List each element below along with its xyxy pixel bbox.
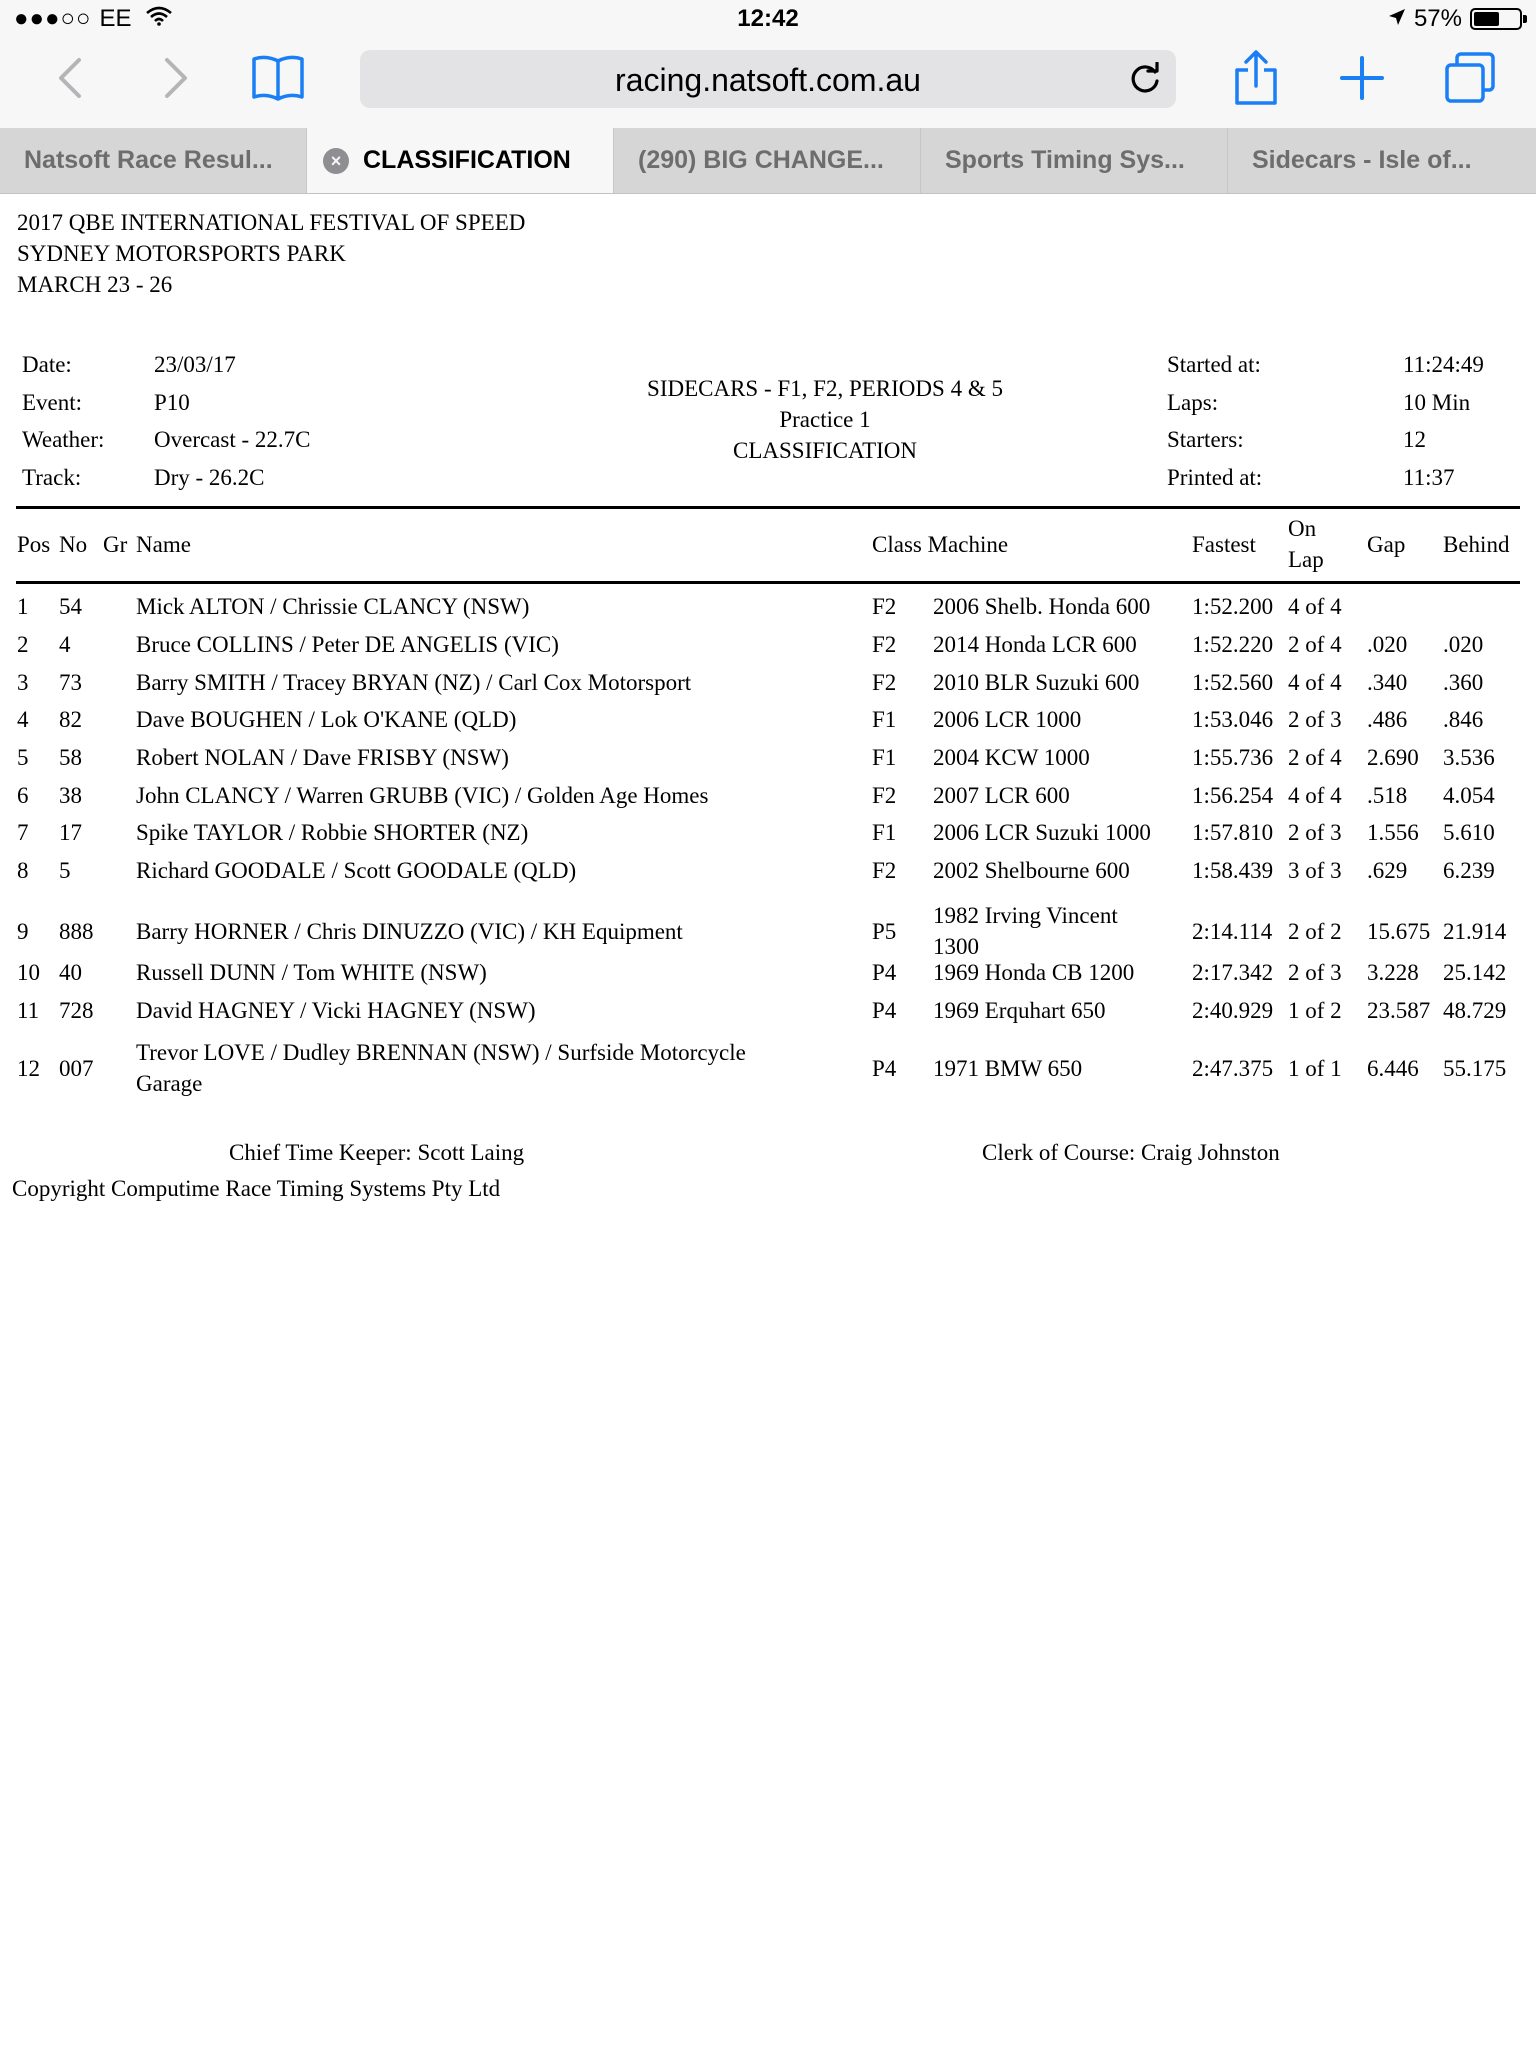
row-machine: 2004 KCW 1000 (933, 745, 1090, 770)
header-divider (16, 506, 1520, 509)
row-gap: .020 (1367, 632, 1408, 657)
row-pos: 8 (17, 858, 29, 883)
row-class: P5 (872, 918, 897, 944)
chevron-left-icon (55, 56, 85, 100)
row-car-number: 58 (59, 745, 82, 770)
clock: 12:42 (737, 5, 799, 32)
battery-icon (1470, 8, 1522, 30)
row-car-number: 007 (59, 1055, 94, 1081)
meta-value: 11:37 (1403, 465, 1455, 490)
row-machine: 2010 BLR Suzuki 600 (933, 670, 1140, 695)
row-gap: .340 (1367, 670, 1408, 695)
row-driver-names: David HAGNEY / Vicki HAGNEY (NSW) (136, 998, 536, 1023)
row-behind: .846 (1443, 707, 1484, 732)
status-right (1388, 5, 1522, 33)
row-driver-names: Robert NOLAN / Dave FRISBY (NSW) (136, 745, 509, 770)
meta-value: Dry - 26.2C (154, 465, 265, 490)
row-fastest: 1:56.254 (1192, 783, 1274, 808)
row-gap: 23.587 (1367, 998, 1431, 1023)
row-car-number: 38 (59, 783, 82, 808)
share-icon (1233, 50, 1279, 106)
row-fastest: 1:55.736 (1192, 745, 1274, 770)
row-behind: 25.142 (1443, 960, 1507, 985)
tab-label: Sports Timing Sys... (945, 146, 1185, 174)
row-machine: 1969 Honda CB 1200 (933, 960, 1135, 985)
row-pos: 1 (17, 594, 29, 619)
bookmarks-button[interactable] (248, 48, 308, 108)
row-driver-names: Trevor LOVE / Dudley BRENNAN (NSW) / Surfside Motorcycle (136, 1040, 746, 1065)
row-class: F1 (872, 745, 897, 770)
row-pos: 6 (17, 783, 29, 808)
row-pos: 10 (17, 960, 40, 985)
row-car-number: 888 (59, 918, 94, 944)
row-fastest: 1:52.220 (1192, 632, 1274, 657)
row-pos: 7 (17, 820, 29, 845)
row-behind: 48.729 (1443, 998, 1507, 1023)
battery-fill (1474, 12, 1499, 26)
col-header-class-machine: Class Machine (872, 532, 1009, 557)
row-driver-names: Barry HORNER / Chris DINUZZO (VIC) / KH Equipment (136, 918, 683, 944)
row-on-lap: 3 of 3 (1288, 858, 1342, 883)
row-on-lap: 4 of 4 (1288, 783, 1342, 808)
row-pos: 12 (17, 1055, 40, 1081)
battery-percent: 57% (1413, 5, 1462, 32)
row-fastest: 2:40.929 (1192, 998, 1274, 1023)
event-venue-line: SYDNEY MOTORSPORTS PARK (17, 241, 346, 266)
meta-value: 11:24:49 (1403, 352, 1484, 377)
col-header-pos: Pos (17, 532, 51, 557)
row-fastest: 1:52.200 (1192, 594, 1274, 619)
status-bar (0, 0, 1536, 40)
row-class: P4 (872, 960, 897, 985)
row-machine: 1969 Erquhart 650 (933, 998, 1106, 1023)
col-header-gap: Gap (1367, 532, 1406, 557)
reload-button[interactable] (1124, 58, 1166, 100)
row-machine: 2006 LCR 1000 (933, 707, 1082, 732)
carrier-name: EE (99, 5, 132, 32)
row-driver-names: Garage (136, 1071, 203, 1096)
tab-classification[interactable] (307, 128, 614, 193)
meta-label: Weather: (22, 427, 105, 452)
back-button[interactable] (40, 48, 100, 108)
row-machine: 1971 BMW 650 (933, 1055, 1083, 1081)
address-bar[interactable] (360, 50, 1176, 108)
row-on-lap: 1 of 2 (1288, 998, 1342, 1023)
row-class: F2 (872, 858, 897, 883)
location-arrow-icon (1388, 5, 1406, 33)
row-on-lap: 2 of 2 (1288, 918, 1342, 944)
book-icon (250, 53, 306, 103)
col-header-name: Name (136, 532, 191, 557)
meta-label: Event: (22, 390, 83, 415)
tab-label: Natsoft Race Resul... (24, 146, 273, 174)
row-behind: 55.175 (1443, 1055, 1507, 1081)
row-machine: 2007 LCR 600 (933, 783, 1070, 808)
session-subtitle: Practice 1 (779, 407, 871, 432)
row-class: P4 (872, 1055, 897, 1081)
row-class: F2 (872, 632, 897, 657)
row-on-lap: 1 of 1 (1288, 1055, 1342, 1081)
row-fastest: 2:17.342 (1192, 960, 1274, 985)
row-behind: 21.914 (1443, 918, 1507, 944)
plus-icon (1339, 55, 1385, 101)
meta-value: P10 (154, 390, 190, 415)
row-driver-names: Richard GOODALE / Scott GOODALE (QLD) (136, 858, 577, 883)
tab-label: (290) BIG CHANGE... (638, 146, 884, 174)
new-tab-button[interactable] (1332, 48, 1392, 108)
tab-sidecars[interactable] (1228, 128, 1535, 193)
row-machine: 1300 (933, 934, 979, 959)
close-tab-icon[interactable]: × (323, 148, 349, 174)
row-machine: 2002 Shelbourne 600 (933, 858, 1130, 883)
show-tabs-button[interactable] (1440, 48, 1500, 108)
row-on-lap: 4 of 4 (1288, 594, 1342, 619)
row-class: F2 (872, 783, 897, 808)
row-gap: 2.690 (1367, 745, 1419, 770)
meta-value: 12 (1403, 427, 1426, 452)
row-class: F2 (872, 670, 897, 695)
row-gap: 1.556 (1367, 820, 1419, 845)
row-behind: 6.239 (1443, 858, 1495, 883)
row-car-number: 73 (59, 670, 82, 695)
share-button[interactable] (1226, 48, 1286, 108)
row-driver-names: Mick ALTON / Chrissie CLANCY (NSW) (136, 594, 530, 619)
row-car-number: 82 (59, 707, 82, 732)
row-machine: 2006 Shelb. Honda 600 (933, 594, 1151, 619)
row-car-number: 5 (59, 858, 71, 883)
row-behind: .360 (1443, 670, 1484, 695)
url-text: racing.natsoft.com.au (615, 62, 921, 98)
session-title: SIDECARS - F1, F2, PERIODS 4 & 5 (647, 376, 1003, 401)
tabs-icon (1443, 51, 1497, 105)
tab-label: CLASSIFICATION (363, 146, 571, 174)
row-pos: 5 (17, 745, 29, 770)
col-header-fastest: Fastest (1192, 532, 1256, 557)
tab-label: Sidecars - Isle of... (1252, 146, 1472, 174)
row-fastest: 1:58.439 (1192, 858, 1274, 883)
meta-label: Laps: (1167, 390, 1219, 415)
row-behind: 5.610 (1443, 820, 1495, 845)
row-machine: 2006 LCR Suzuki 1000 (933, 820, 1151, 845)
row-on-lap: 2 of 4 (1288, 632, 1342, 657)
row-pos: 4 (17, 707, 29, 732)
meta-label: Started at: (1167, 352, 1261, 377)
meta-label: Track: (22, 465, 82, 490)
col-header-behind: Behind (1443, 532, 1510, 557)
meta-label: Starters: (1167, 427, 1244, 452)
tab-sports-timing[interactable] (921, 128, 1228, 193)
meta-value: Overcast - 22.7C (154, 427, 311, 452)
row-class: F1 (872, 820, 897, 845)
signal-strength: ●●●○○ (14, 5, 92, 32)
row-driver-names: Spike TAYLOR / Robbie SHORTER (NZ) (136, 820, 529, 845)
meta-label: Date: (22, 352, 72, 377)
col-header-on-lap-top: On (1288, 516, 1317, 541)
row-machine: 2014 Honda LCR 600 (933, 632, 1137, 657)
row-class: F2 (872, 594, 897, 619)
table-header-divider (16, 581, 1520, 584)
row-driver-names: John CLANCY / Warren GRUBB (VIC) / Golden Age Homes (136, 783, 709, 808)
row-gap: 6.446 (1367, 1055, 1419, 1081)
row-on-lap: 2 of 3 (1288, 960, 1342, 985)
browser-toolbar (0, 40, 1536, 128)
row-on-lap: 2 of 3 (1288, 820, 1342, 845)
clerk-of-course: Clerk of Course: Craig Johnston (982, 1140, 1280, 1165)
page-content (0, 194, 1536, 2048)
tab-natsoft[interactable] (0, 128, 307, 193)
meta-value: 10 Min (1403, 390, 1471, 415)
meta-label: Printed at: (1167, 465, 1263, 490)
session-type: CLASSIFICATION (732, 438, 918, 463)
row-gap: .518 (1367, 783, 1408, 808)
col-header-on-lap-bottom: Lap (1288, 547, 1324, 572)
copyright-notice: Copyright Computime Race Timing Systems Pty Ltd (12, 1176, 501, 1201)
row-driver-names: Barry SMITH / Tracey BRYAN (NZ) / Carl Cox Motorsport (136, 670, 692, 695)
chevron-right-icon (161, 56, 191, 100)
row-fastest: 1:53.046 (1192, 707, 1274, 732)
meta-value: 23/03/17 (154, 352, 236, 377)
col-header-no: No (59, 532, 88, 557)
row-gap: .486 (1367, 707, 1408, 732)
row-class: P4 (872, 998, 897, 1023)
row-fastest: 2:47.375 (1192, 1055, 1274, 1081)
row-on-lap: 2 of 3 (1288, 707, 1342, 732)
row-gap: 3.228 (1367, 960, 1419, 985)
row-car-number: 40 (59, 960, 82, 985)
tab-big-change[interactable] (614, 128, 921, 193)
row-on-lap: 2 of 4 (1288, 745, 1342, 770)
forward-button[interactable] (146, 48, 206, 108)
row-car-number: 17 (59, 820, 82, 845)
tab-bar (0, 128, 1536, 194)
row-driver-names: Dave BOUGHEN / Lok O'KANE (QLD) (136, 707, 517, 732)
event-title-line: 2017 QBE INTERNATIONAL FESTIVAL OF SPEED (17, 210, 526, 235)
row-fastest: 1:57.810 (1192, 820, 1274, 845)
row-car-number: 54 (59, 594, 82, 619)
row-pos: 3 (17, 670, 29, 695)
row-behind: 4.054 (1443, 783, 1495, 808)
reload-icon (1128, 62, 1162, 96)
row-behind: .020 (1443, 632, 1484, 657)
row-gap: .629 (1367, 858, 1408, 883)
row-class: F1 (872, 707, 897, 732)
row-behind: 3.536 (1443, 745, 1495, 770)
row-gap: 15.675 (1367, 918, 1431, 944)
event-dates-line: MARCH 23 - 26 (17, 272, 173, 297)
row-machine: 1982 Irving Vincent (933, 903, 1118, 928)
row-driver-names: Bruce COLLINS / Peter DE ANGELIS (VIC) (136, 632, 559, 657)
row-car-number: 4 (59, 632, 71, 657)
row-on-lap: 4 of 4 (1288, 670, 1342, 695)
chief-time-keeper: Chief Time Keeper: Scott Laing (229, 1140, 525, 1165)
row-fastest: 1:52.560 (1192, 670, 1274, 695)
col-header-gr: Gr (103, 532, 128, 557)
row-fastest: 2:14.114 (1192, 918, 1273, 944)
row-car-number: 728 (59, 998, 94, 1023)
row-pos: 11 (17, 998, 40, 1023)
row-pos: 2 (17, 632, 29, 657)
row-driver-names: Russell DUNN / Tom WHITE (NSW) (136, 960, 487, 985)
row-pos: 9 (17, 918, 29, 944)
